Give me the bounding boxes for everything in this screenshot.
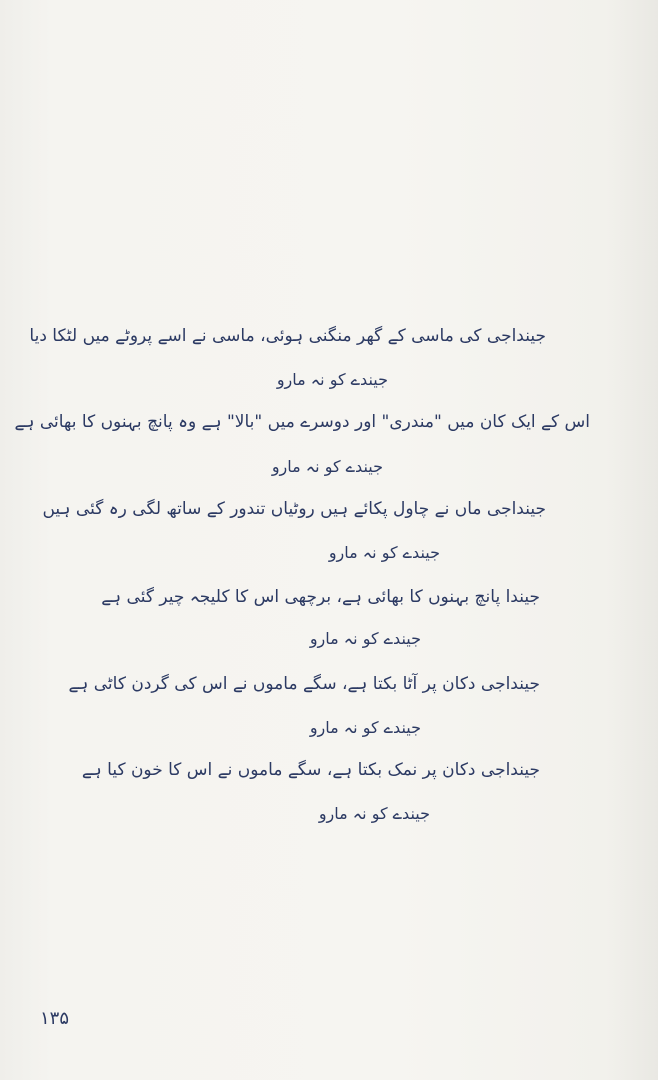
poem-refrain-5: جیندے کو نہ مارو: [309, 718, 421, 737]
poem-line-3: جینداجی ماں نے چاول پکائے ہیں روٹیاں تندور کے ساتھ لگی رہ گئی ہیں: [42, 499, 546, 519]
poem-line-5: جینداجی دکان پر آٹا بکتا ہے، سگے ماموں نے اس کی گردن کاٹی ہے: [68, 674, 540, 694]
poem-refrain-4: جیندے کو نہ مارو: [309, 629, 421, 648]
poem-line-4: جیندا پانچ بہنوں کا بھائی ہے، برچھی اس کا کلیجہ چیر گئی ہے: [101, 587, 540, 607]
poem-line-6: جینداجی دکان پر نمک بکتا ہے، سگے ماموں نے اس کا خون کیا ہے: [81, 760, 540, 780]
poem-refrain-3: جیندے کو نہ مارو: [328, 543, 440, 562]
poem-refrain-6: جیندے کو نہ مارو: [318, 804, 430, 823]
poem-refrain-1: جیندے کو نہ مارو: [276, 370, 388, 389]
page-number: ۱۳۵: [40, 1008, 70, 1029]
poem-line-1: جینداجی کی ماسی کے گھر منگنی ہوئی، ماسی نے اسے پروٹے میں لٹکا دیا: [29, 326, 546, 346]
poem-line-2: اس کے ایک کان میں "مندری" اور دوسرے میں "بالا" ہے وہ پانچ بہنوں کا بھائی ہے: [14, 412, 590, 432]
poem-refrain-2: جیندے کو نہ مارو: [271, 457, 383, 476]
